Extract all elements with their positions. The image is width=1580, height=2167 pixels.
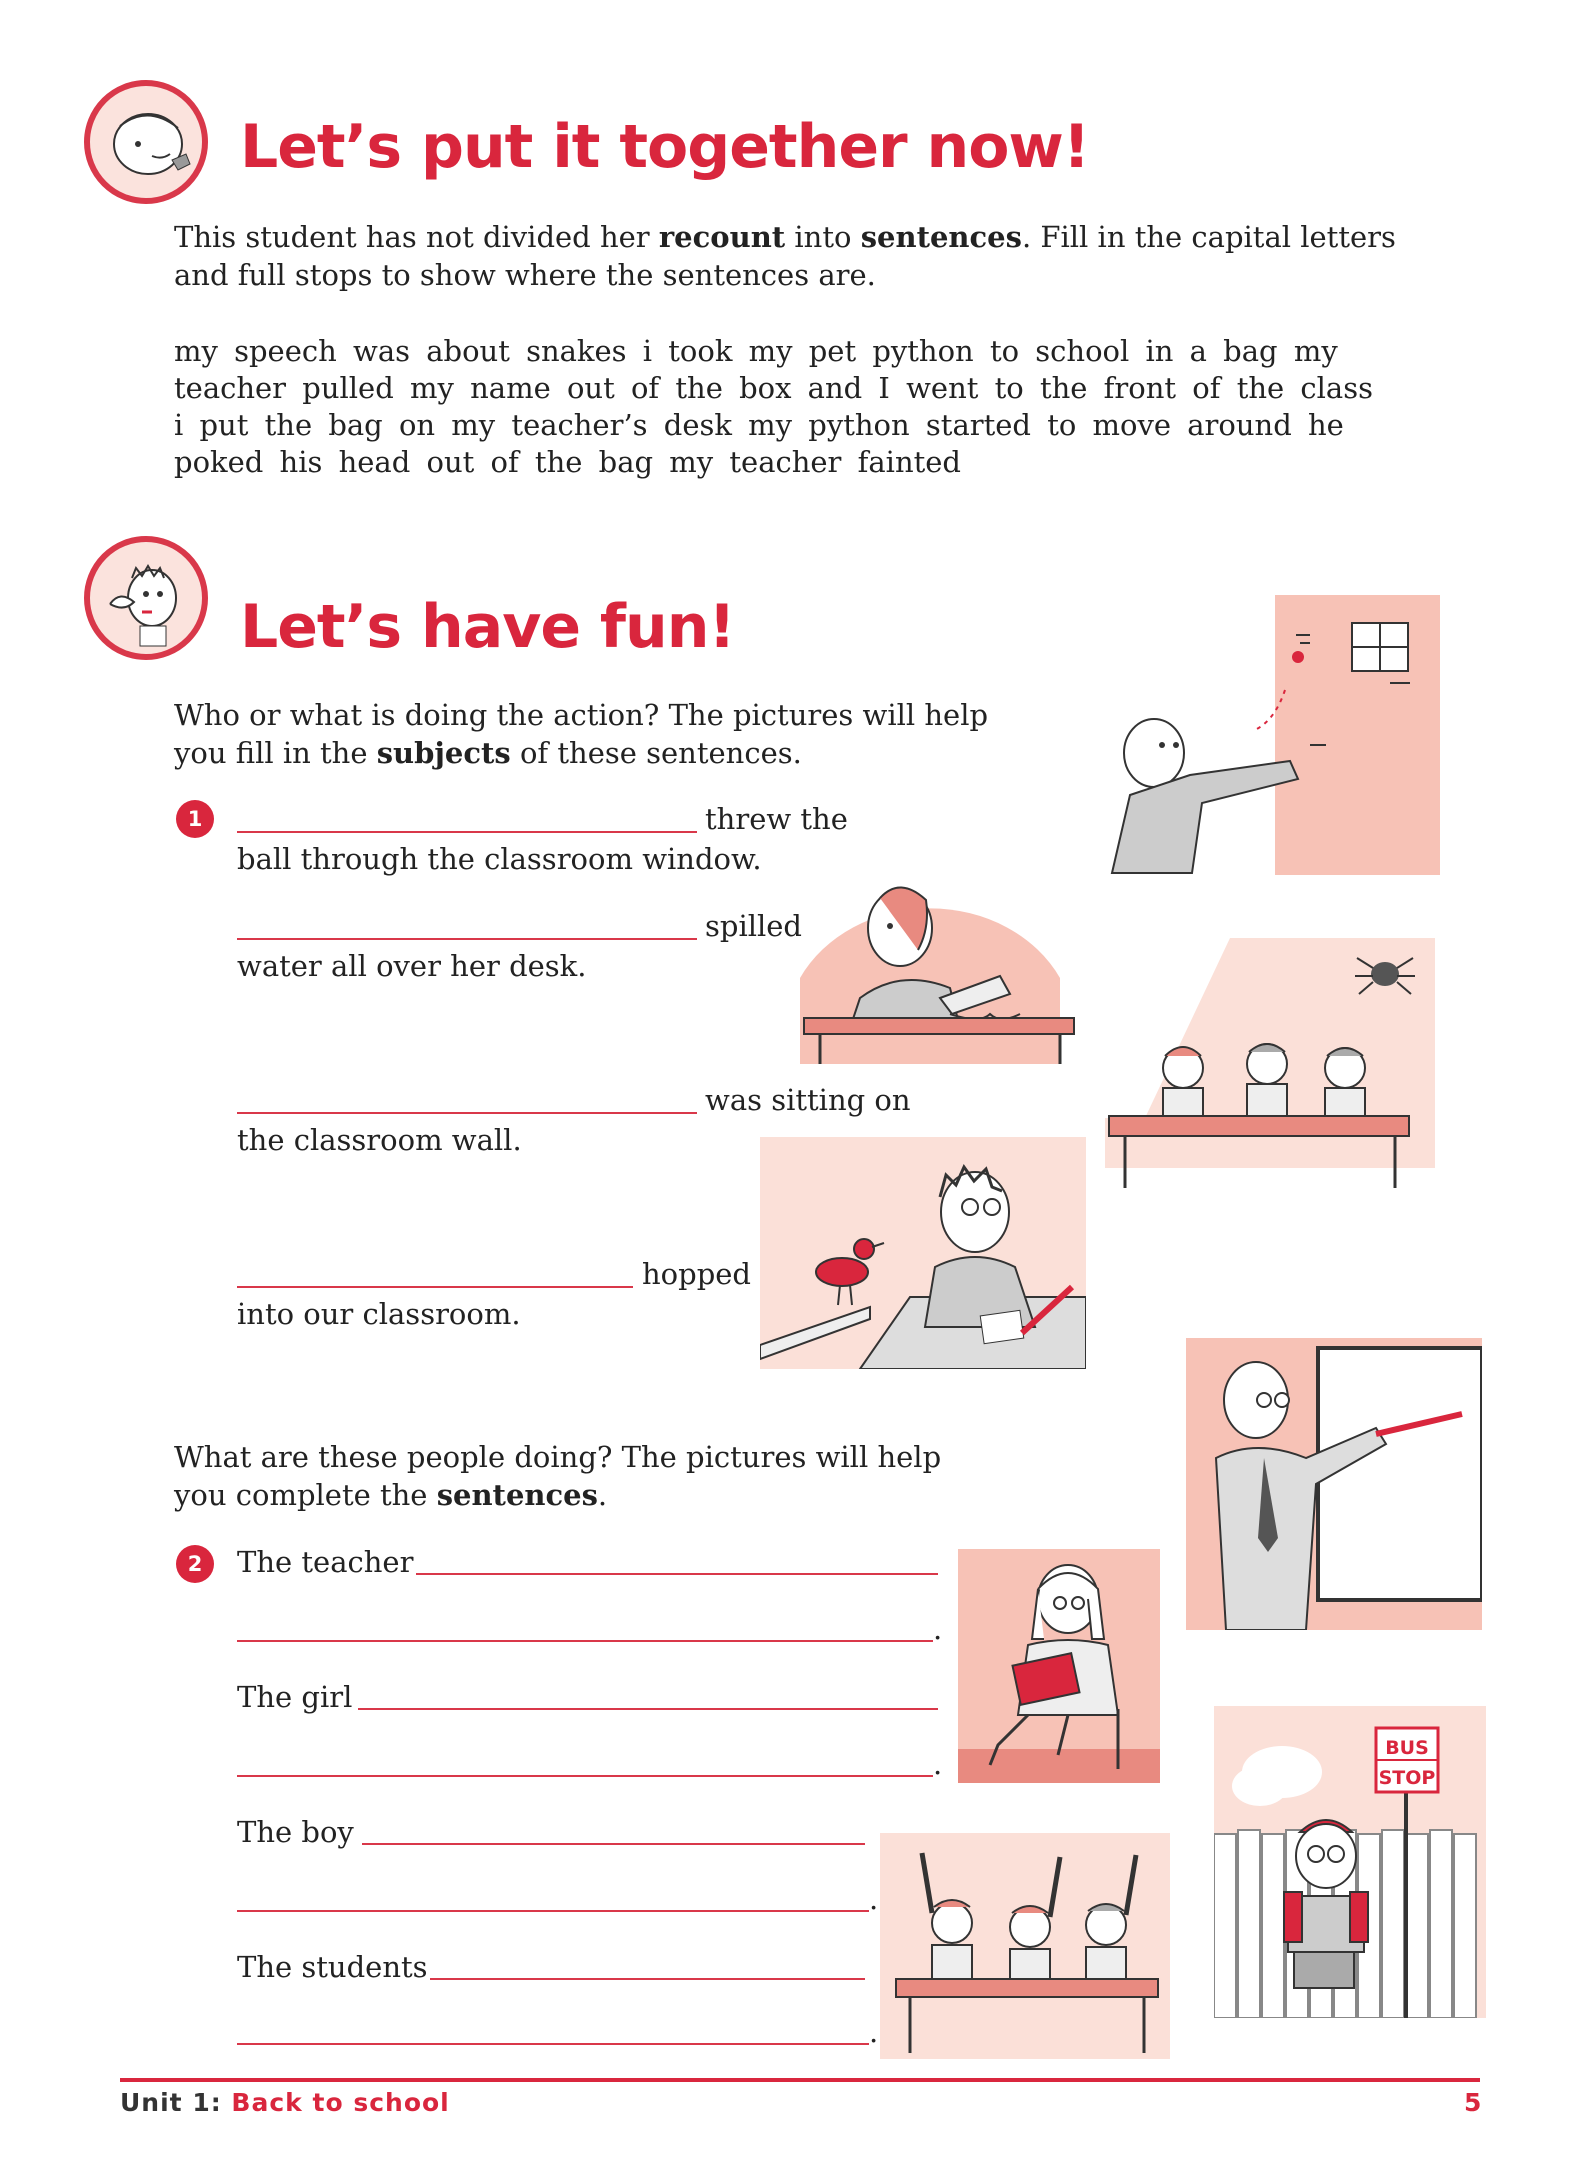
question-2-number: 2 — [176, 1545, 214, 1583]
q1b-text-after: spilled — [705, 909, 802, 943]
q2b-label: The girl — [237, 1680, 353, 1714]
teacher-at-whiteboard-illustration — [1186, 1338, 1482, 1630]
q2d-label: The students — [237, 1950, 428, 1984]
q1a-text-after: threw the — [705, 802, 848, 836]
q1a-text-second: ball through the classroom window. — [237, 842, 762, 876]
q2a-period: . — [933, 1612, 943, 1646]
q2d-answer-line-2[interactable] — [237, 2043, 869, 2045]
section2-title: Let’s have fun! — [240, 592, 735, 662]
footer-divider — [120, 2078, 1480, 2082]
q1b-text-second: water all over her desk. — [237, 949, 587, 983]
section1-instruction: This student has not divided her recount into sentences. Fill in the capital letters and full stops to show where the sentences are. — [174, 220, 1396, 292]
q2c-answer-line-1[interactable] — [362, 1843, 865, 1845]
q2a-label: The teacher — [237, 1545, 414, 1579]
q1c-text-after: was sitting on — [705, 1083, 911, 1117]
q2b-answer-line-2[interactable] — [237, 1775, 933, 1777]
q2a-answer-line-2[interactable] — [237, 1640, 933, 1642]
recount-line-1: my speech was about snakes i took my pet python to school in a bag my — [174, 334, 1338, 368]
q2d-period: . — [869, 2015, 879, 2049]
page-number: 5 — [1464, 2088, 1483, 2117]
section2-badge-icon — [84, 536, 208, 660]
recount-line-2: teacher pulled my name out of the box and I went to the front of the class — [174, 371, 1373, 405]
footer-unit-label: Unit 1: — [120, 2088, 232, 2117]
recount-line-3: i put the bag on my teacher’s desk my python started to move around he — [174, 408, 1344, 442]
section2-instruction1: Who or what is doing the action? The pictures will help you fill in the subjects of these sentences. — [174, 698, 989, 770]
bus-stop-sign-text-bottom: STOP — [1378, 1767, 1436, 1789]
boy-and-bird-illustration — [760, 1137, 1086, 1369]
q2c-answer-line-2[interactable] — [237, 1910, 869, 1912]
boy-throwing-ball-illustration — [1090, 595, 1440, 880]
q1c-answer-line[interactable] — [237, 1112, 697, 1114]
q2c-period: . — [869, 1882, 879, 1916]
q2c-label: The boy — [237, 1815, 354, 1849]
q1d-answer-line[interactable] — [237, 1286, 633, 1288]
recount-line-4: poked his head out of the bag my teacher fainted — [174, 445, 961, 479]
q2b-period: . — [933, 1747, 943, 1781]
q2a-answer-line-1[interactable] — [416, 1573, 938, 1575]
question-1-number: 1 — [176, 800, 214, 838]
section1-title: Let’s put it together now! — [240, 112, 1090, 182]
bus-stop-sign-text-top: BUS — [1385, 1737, 1429, 1759]
q1d-text-after: hopped — [642, 1257, 751, 1291]
girl-spilling-water-illustration — [800, 858, 1090, 1064]
q1a-answer-line[interactable] — [237, 831, 697, 833]
section2-instruction2: What are these people doing? The pictures will help you complete the sentences. — [174, 1440, 942, 1512]
section1-badge-icon — [84, 80, 208, 204]
q1c-text-second: the classroom wall. — [237, 1123, 522, 1157]
footer-unit — [120, 2088, 450, 2117]
girl-reading-illustration — [958, 1549, 1160, 1783]
q1d-text-second: into our classroom. — [237, 1297, 521, 1331]
spider-and-children-illustration — [1105, 938, 1435, 1193]
q2d-answer-line-1[interactable] — [430, 1978, 865, 1980]
footer-unit-title: Back to school — [231, 2088, 450, 2117]
q1b-answer-line[interactable] — [237, 938, 697, 940]
boy-at-bus-stop-illustration — [1214, 1706, 1486, 2018]
q2b-answer-line-1[interactable] — [358, 1708, 938, 1710]
students-raising-hands-illustration — [880, 1833, 1170, 2059]
